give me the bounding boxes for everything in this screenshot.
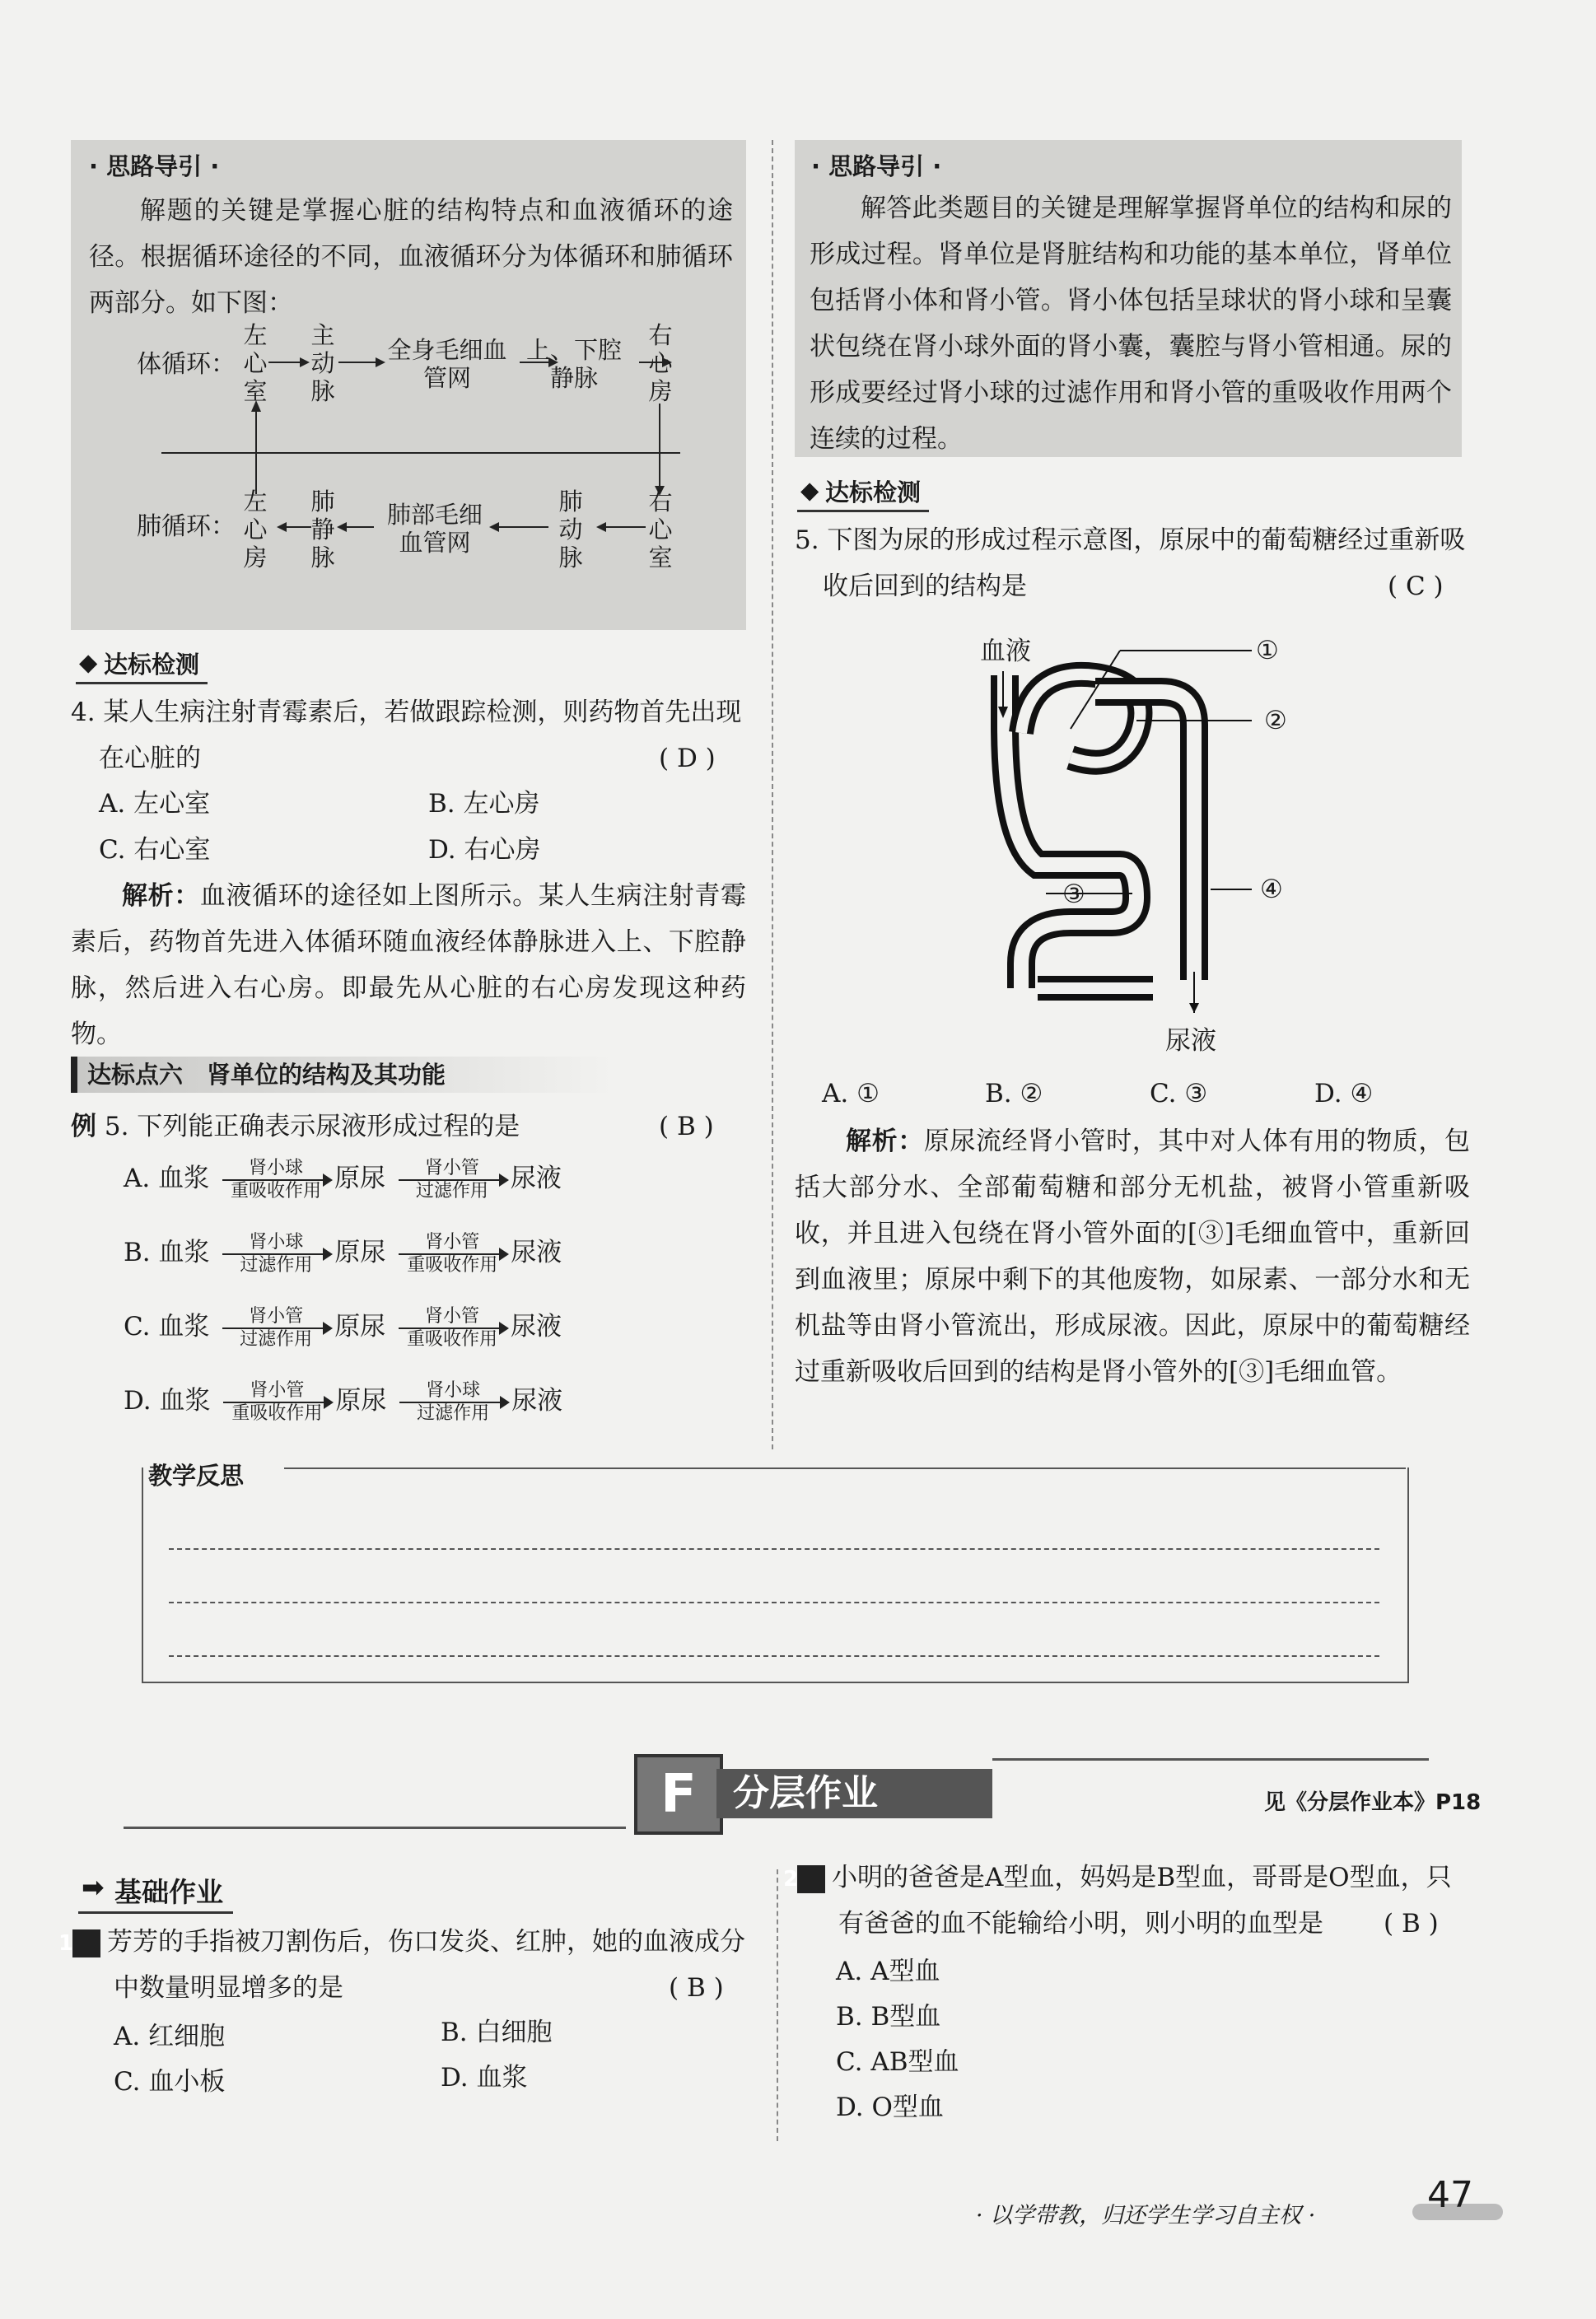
systemic-capillaries: 全身毛细血管网 <box>387 336 507 392</box>
opt-d-arrow2 <box>399 1380 506 1425</box>
reflection-frame <box>142 1467 1409 1683</box>
example-option-c[interactable] <box>124 1305 562 1351</box>
left-guide-text: 解题的关键是掌握心脏的结构特点和血液循环的途径。根据循环途径的不同，血液循环分为体循环和肺循环两部分。如下图： <box>89 196 733 318</box>
q2-stem <box>782 1855 1472 1947</box>
column-divider <box>772 140 773 1449</box>
q2-option-a[interactable]: A. A型血 <box>836 1957 940 1986</box>
q1-stem-text: 芳芳的手指被刀割伤后，伤口发炎、红肿，她的血液成分中数量明显增多的是 <box>107 1927 745 2003</box>
opt-a-mid: 原尿 <box>334 1164 385 1193</box>
aorta: 主动脉 <box>310 321 335 405</box>
q2-option-b[interactable]: B. B型血 <box>836 2002 941 2032</box>
opt-c-arrow1 <box>222 1306 329 1351</box>
opt-a-a1-bot: 重吸收作用 <box>222 1179 329 1202</box>
left-atrium: 左心房 <box>243 488 268 572</box>
layered-ref[interactable]: 见《分层作业本》P18 <box>1264 1790 1482 1815</box>
opt-a-start: A. 血浆 <box>124 1164 210 1193</box>
q1-stem <box>58 1919 756 2011</box>
q5-stem <box>795 517 1470 609</box>
opt-b-arrow2 <box>399 1232 506 1276</box>
q5-option-a[interactable]: A. ① <box>822 1079 880 1108</box>
opt-d-a1-bot: 重吸收作用 <box>223 1402 330 1425</box>
opt-b-a2-bot: 重吸收作用 <box>399 1253 506 1276</box>
opt-d-a2-top: 肾小球 <box>426 1379 481 1401</box>
q2-option-c[interactable]: C. AB型血 <box>836 2047 959 2077</box>
reflection-top-rule <box>284 1467 1406 1469</box>
q5-stem-text: 5. 下图为尿的形成过程示意图，原尿中的葡萄糖经过重新吸收后回到的结构是 <box>795 525 1466 601</box>
q1-option-b[interactable]: B. 白细胞 <box>441 2018 553 2047</box>
basic-header-title: 基础作业 <box>114 1876 223 1908</box>
example-option-a[interactable] <box>124 1157 562 1202</box>
q4-option-d[interactable]: D. 右心房 <box>428 835 541 865</box>
reflection-title: 教学反思 <box>148 1462 245 1490</box>
right-guide-header: · 思路导引 · <box>811 152 942 180</box>
page-number-text: 47 <box>1427 2174 1473 2216</box>
opt-d-end: 尿液 <box>511 1386 563 1416</box>
opt-c-a1-bot: 过滤作用 <box>222 1327 329 1351</box>
pulmonary-artery: 肺动脉 <box>558 488 583 572</box>
left-guide-header: · 思路导引 · <box>89 152 220 180</box>
opt-d-arrow1 <box>223 1380 330 1425</box>
q4-analysis-text: 血液循环的途径如上图所示。某人生病注射青霉素后，药物首先进入体循环随血液经体静脉进入上、下腔静脉，然后进入右心房。即最先从心脏的右心房发现这种药物。 <box>71 881 746 1049</box>
q4-stem <box>71 689 746 782</box>
opt-a-end: 尿液 <box>510 1164 562 1193</box>
opt-c-arrow2 <box>399 1306 506 1351</box>
opt-c-end: 尿液 <box>511 1312 562 1341</box>
opt-c-start: C. 血浆 <box>124 1312 210 1341</box>
q4-option-c[interactable]: C. 右心室 <box>99 835 211 865</box>
q1-answer: ( B ) <box>669 1973 724 2003</box>
opt-b-a1-bot: 过滤作用 <box>222 1253 329 1276</box>
right-ventricle: 右心室 <box>648 488 673 572</box>
opt-b-end: 尿液 <box>511 1238 562 1267</box>
opt-c-a1-top: 肾小管 <box>249 1305 304 1327</box>
q2-stem-text: 小明的爸爸是A型血，妈妈是B型血，哥哥是O型血，只有爸爸的血不能输给小明，则小明的血型是 <box>832 1863 1452 1939</box>
banner-title: 分层作业 <box>733 1772 878 1814</box>
q1-number: 1 <box>72 1929 100 1957</box>
example-stem-text: 5. 下列能正确表示尿液形成过程的是 <box>104 1112 520 1141</box>
right-atrium: 右心房 <box>648 321 673 405</box>
example-option-d[interactable] <box>124 1379 562 1425</box>
nephron-label-2: ② <box>1264 706 1287 735</box>
q5-answer: ( C ) <box>1388 572 1444 601</box>
q4-analysis <box>71 873 746 1057</box>
banner-f-letter: F <box>660 1764 697 1825</box>
diamond-icon: ◆ <box>800 476 819 504</box>
opt-b-start: B. 血浆 <box>124 1238 210 1267</box>
nephron-blood-label: 血液 <box>980 637 1031 666</box>
q2-number: 2 <box>797 1865 825 1893</box>
q4-option-b[interactable]: B. 左心房 <box>428 789 540 819</box>
pulmonary-label: 肺循环： <box>137 512 236 541</box>
reflection-line-2[interactable] <box>169 1602 1379 1603</box>
opt-b-mid: 原尿 <box>334 1238 386 1267</box>
opt-b-arrow1 <box>222 1232 329 1276</box>
q4-analysis-label: 解析： <box>122 881 200 911</box>
opt-c-a2-top: 肾小管 <box>425 1305 480 1327</box>
q5-option-c[interactable]: C. ③ <box>1150 1079 1208 1108</box>
lung-capillaries: 肺部毛细血管网 <box>386 501 483 557</box>
q5-option-d[interactable]: D. ④ <box>1314 1079 1374 1108</box>
q1-option-d[interactable]: D. 血浆 <box>441 2063 528 2093</box>
right-check-title: 达标检测 <box>825 478 922 506</box>
banner-f-badge <box>634 1754 723 1835</box>
q2-option-d[interactable]: D. O型血 <box>836 2093 944 2122</box>
example-label: 例 <box>71 1112 96 1141</box>
opt-d-a2-bot: 过滤作用 <box>399 1402 506 1425</box>
example-option-b[interactable] <box>124 1231 562 1276</box>
q4-option-a[interactable]: A. 左心室 <box>99 789 211 819</box>
pulmonary-vein: 肺静脉 <box>310 488 335 572</box>
footer-motto: · 以学带教，归还学生学习自主权 · <box>976 2203 1316 2228</box>
nephron-label-3: ③ <box>1062 880 1085 909</box>
right-check-header <box>797 474 929 512</box>
nephron-label-4: ④ <box>1260 875 1283 904</box>
example-stem <box>71 1104 520 1150</box>
basic-header <box>78 1871 233 1914</box>
example-answer: ( B ) <box>659 1112 714 1141</box>
nephron-diagram <box>972 626 1334 1013</box>
opt-a-arrow2 <box>399 1158 506 1202</box>
nephron-urine-label: 尿液 <box>1165 1026 1216 1056</box>
q4-stem-text: 4. 某人生病注射青霉素后，若做跟踪检测，则药物首先出现在心脏的 <box>71 698 742 773</box>
section6-title: 达标点六 肾单位的结构及其功能 <box>71 1057 614 1093</box>
opt-d-mid: 原尿 <box>335 1386 387 1416</box>
banner-rule-left <box>124 1827 626 1829</box>
q5-option-b[interactable]: B. ② <box>985 1079 1043 1108</box>
opt-b-a2-top: 肾小管 <box>425 1231 480 1253</box>
arrow-icon: ➡ <box>82 1871 105 1903</box>
opt-a-a2-top: 肾小管 <box>424 1157 479 1178</box>
left-check-title: 达标检测 <box>104 651 200 679</box>
q1-option-a[interactable]: A. 红细胞 <box>114 2022 226 2051</box>
nephron-label-1: ① <box>1256 636 1279 665</box>
opt-a-a1-top: 肾小球 <box>248 1157 303 1178</box>
right-guide-text: 解答此类题目的关键是理解掌握肾单位的结构和尿的形成过程。肾单位是肾脏结构和功能的基本单位，肾单位包括肾小体和肾小管。肾小体包括呈球状的肾小球和呈囊状包绕在肾小球外面的肾小囊，囊腔与肾小管相通。尿的形成要经过肾小球的过滤作用和肾小管的重吸收作用两个连续的过程。 <box>810 194 1452 454</box>
q5-analysis-label: 解析： <box>846 1127 924 1156</box>
opt-d-start: D. 血浆 <box>124 1386 211 1416</box>
banner-title-box <box>716 1769 992 1818</box>
opt-a-a2-bot: 过滤作用 <box>399 1179 506 1202</box>
q1-option-c[interactable]: C. 血小板 <box>114 2067 226 2097</box>
vena-cava: 上、下腔静脉 <box>525 336 622 392</box>
left-ventricle: 左心室 <box>243 321 268 405</box>
reflection-line-3[interactable] <box>169 1655 1379 1657</box>
reflection-line-1[interactable] <box>169 1548 1379 1550</box>
opt-d-a1-top: 肾小管 <box>250 1379 305 1401</box>
opt-b-a1-top: 肾小球 <box>249 1231 304 1253</box>
page-number <box>1404 2174 1503 2225</box>
diamond-icon: ◆ <box>79 648 98 676</box>
q2-answer: ( B ) <box>1384 1909 1439 1939</box>
banner-rule-right <box>992 1758 1429 1761</box>
opt-c-a2-bot: 重吸收作用 <box>399 1327 506 1351</box>
q4-answer: ( D ) <box>659 744 716 773</box>
q5-analysis-text: 原尿流经肾小管时，其中对人体有用的物质，包括大部分水、全部葡萄糖和部分无机盐，被肾小管重新吸收，并且进入包绕在肾小管外面的[③]毛细血管中，重新回到血液里；原尿中剩下的其他废物，如尿素、一部分水和无机盐等由肾小管流出，形成尿液。因此，原尿中的葡萄糖经过重新吸收后回到的结构是肾小管外的[③]毛细血管。 <box>795 1127 1470 1387</box>
opt-a-arrow1 <box>222 1158 329 1202</box>
opt-c-mid: 原尿 <box>334 1312 386 1341</box>
systemic-label: 体循环： <box>137 350 236 379</box>
left-check-header <box>76 646 208 684</box>
column-divider-bottom <box>777 1869 778 2141</box>
q5-analysis <box>795 1118 1470 1395</box>
